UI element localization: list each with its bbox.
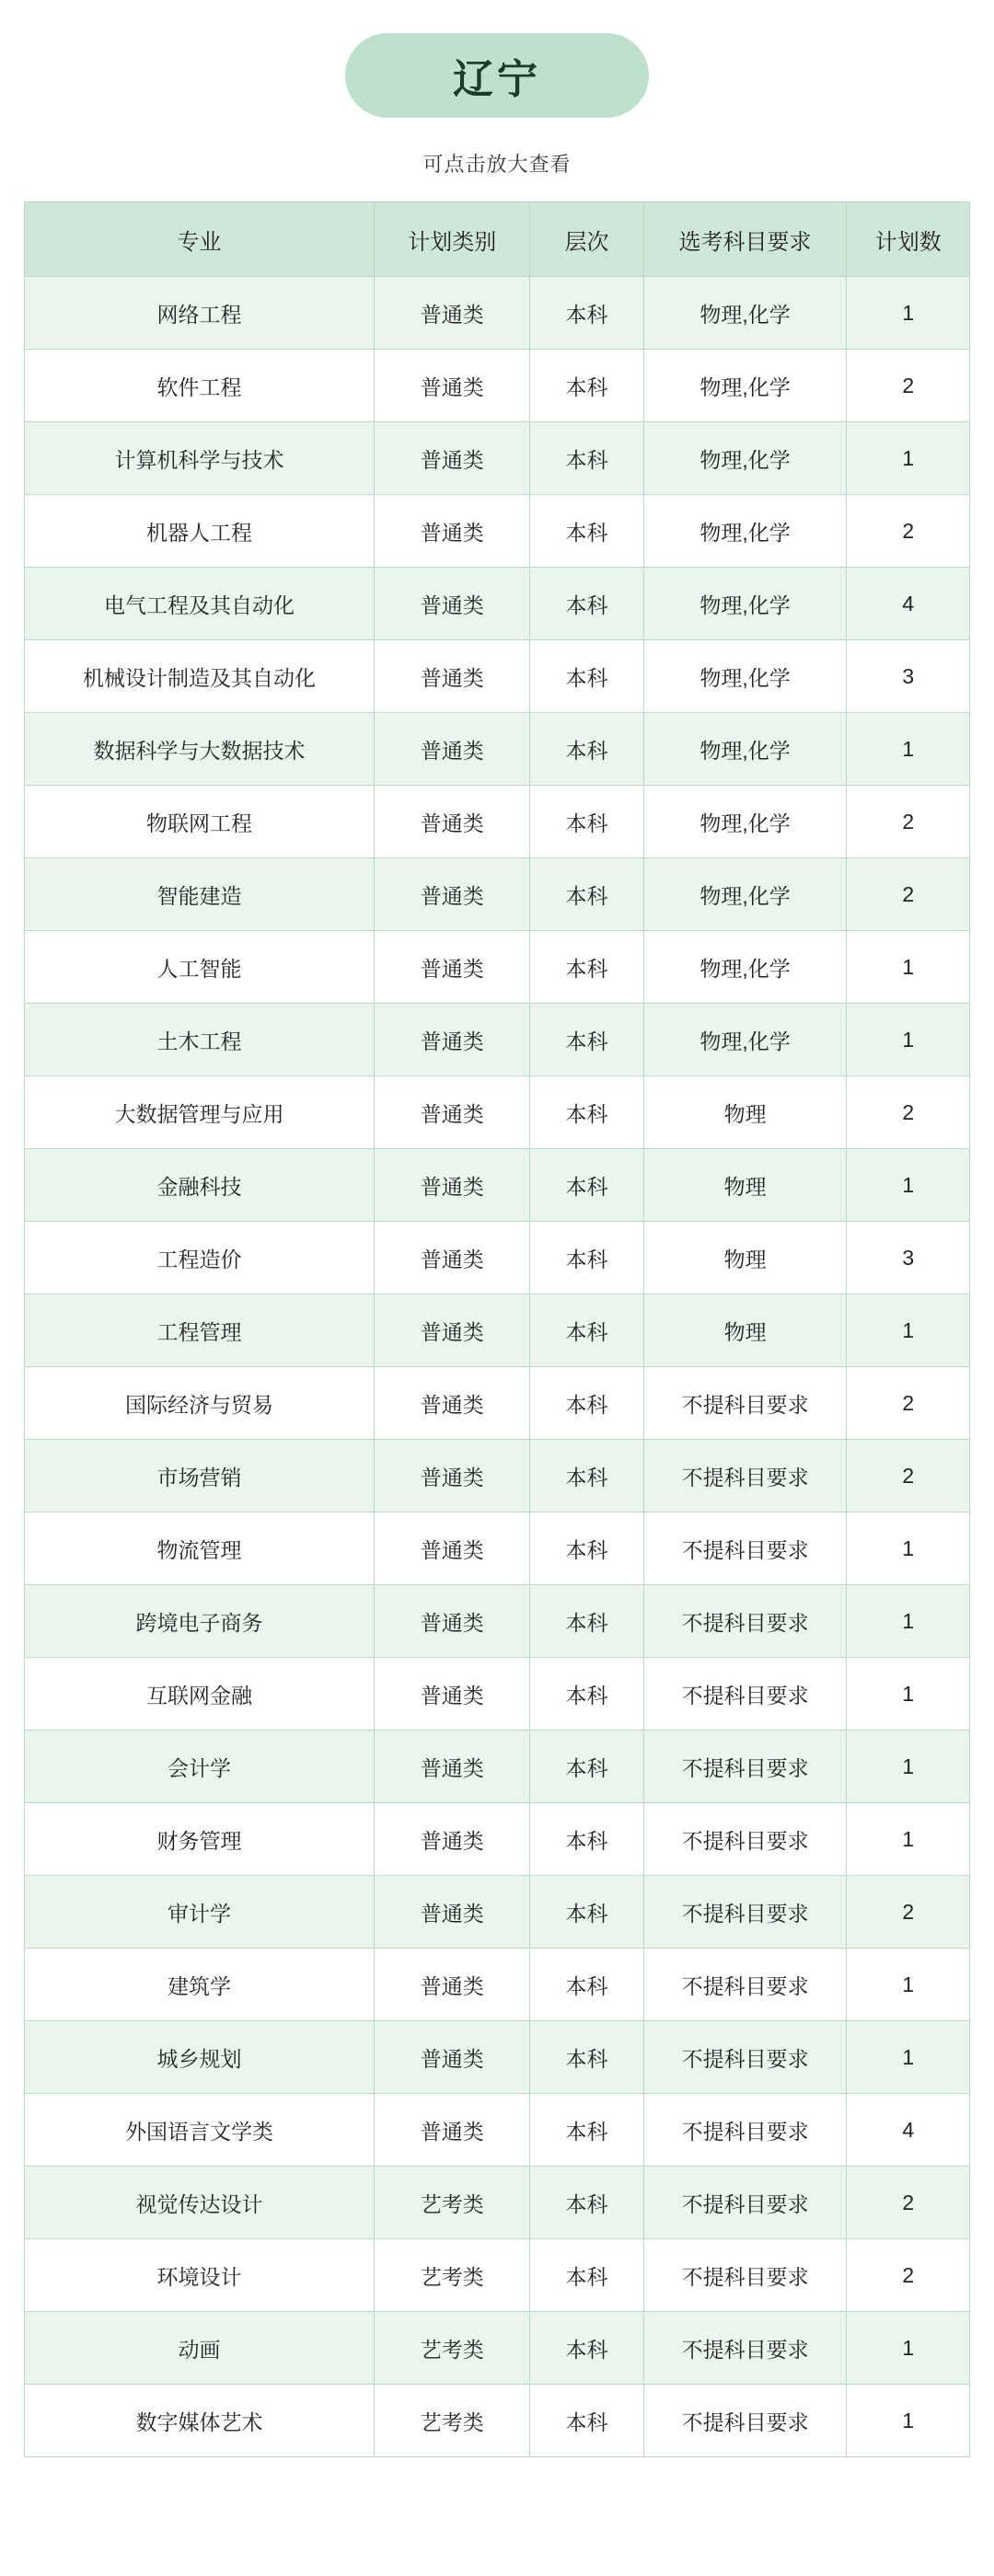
table-row	[25, 1585, 970, 1658]
cell-plan-count: 4	[847, 568, 970, 640]
cell-major: 计算机科学与技术	[25, 422, 375, 495]
cell-plan-type: 普通类	[374, 713, 529, 786]
cell-major: 土木工程	[25, 1004, 375, 1076]
cell-level: 本科	[530, 1076, 643, 1149]
cell-level: 本科	[530, 1876, 643, 1949]
cell-subject-requirement: 不提科目要求	[643, 1585, 847, 1658]
cell-plan-count: 3	[847, 1222, 970, 1294]
cell-major: 电气工程及其自动化	[25, 568, 375, 640]
cell-major: 互联网金融	[25, 1658, 375, 1731]
cell-major: 审计学	[25, 1876, 375, 1949]
column-header-major: 专业	[25, 202, 375, 277]
cell-major: 人工智能	[25, 931, 375, 1004]
cell-subject-requirement: 物理,化学	[643, 1004, 847, 1076]
cell-subject-requirement: 物理,化学	[643, 786, 847, 858]
cell-level: 本科	[530, 640, 643, 713]
cell-plan-type: 普通类	[374, 1076, 529, 1149]
cell-plan-type: 普通类	[374, 1440, 529, 1512]
cell-level: 本科	[530, 1731, 643, 1803]
cell-plan-count: 1	[847, 1294, 970, 1367]
cell-subject-requirement: 不提科目要求	[643, 1658, 847, 1731]
table-row	[25, 422, 970, 495]
enrollment-plan-table	[24, 201, 970, 2457]
page-title: 辽宁	[345, 33, 649, 118]
table-row	[25, 1004, 970, 1076]
table-row	[25, 1512, 970, 1585]
cell-major: 国际经济与贸易	[25, 1367, 375, 1440]
cell-major: 机器人工程	[25, 495, 375, 568]
cell-plan-type: 普通类	[374, 1512, 529, 1585]
cell-major: 数字媒体艺术	[25, 2385, 375, 2457]
cell-plan-count: 2	[847, 1876, 970, 1949]
cell-plan-count: 2	[847, 350, 970, 422]
cell-level: 本科	[530, 2239, 643, 2312]
cell-plan-type: 普通类	[374, 1658, 529, 1731]
cell-major: 工程管理	[25, 1294, 375, 1367]
cell-subject-requirement: 不提科目要求	[643, 1731, 847, 1803]
cell-level: 本科	[530, 2021, 643, 2094]
table-row	[25, 640, 970, 713]
cell-plan-count: 4	[847, 2094, 970, 2167]
cell-plan-count: 1	[847, 2312, 970, 2385]
cell-major: 数据科学与大数据技术	[25, 713, 375, 786]
cell-major: 动画	[25, 2312, 375, 2385]
cell-subject-requirement: 物理,化学	[643, 568, 847, 640]
cell-plan-count: 2	[847, 1367, 970, 1440]
cell-plan-type: 艺考类	[374, 2239, 529, 2312]
table-row	[25, 1731, 970, 1803]
cell-level: 本科	[530, 1585, 643, 1658]
title-section	[24, 0, 970, 118]
cell-subject-requirement: 不提科目要求	[643, 2239, 847, 2312]
cell-subject-requirement: 物理,化学	[643, 931, 847, 1004]
cell-major: 建筑学	[25, 1949, 375, 2021]
cell-major: 财务管理	[25, 1803, 375, 1876]
cell-level: 本科	[530, 422, 643, 495]
cell-subject-requirement: 物理	[643, 1294, 847, 1367]
cell-major: 金融科技	[25, 1149, 375, 1222]
cell-level: 本科	[530, 350, 643, 422]
cell-level: 本科	[530, 495, 643, 568]
table-body	[25, 277, 970, 2457]
cell-level: 本科	[530, 1658, 643, 1731]
cell-major: 物联网工程	[25, 786, 375, 858]
cell-plan-type: 普通类	[374, 786, 529, 858]
cell-subject-requirement: 不提科目要求	[643, 2312, 847, 2385]
cell-plan-count: 1	[847, 2385, 970, 2457]
cell-subject-requirement: 不提科目要求	[643, 2094, 847, 2167]
cell-plan-type: 普通类	[374, 1222, 529, 1294]
cell-plan-type: 普通类	[374, 1149, 529, 1222]
table-row	[25, 1222, 970, 1294]
cell-plan-count: 1	[847, 2021, 970, 2094]
cell-plan-count: 1	[847, 931, 970, 1004]
cell-subject-requirement: 物理	[643, 1222, 847, 1294]
cell-plan-count: 1	[847, 1949, 970, 2021]
table-row	[25, 2312, 970, 2385]
table-row	[25, 713, 970, 786]
cell-level: 本科	[530, 568, 643, 640]
cell-plan-type: 普通类	[374, 350, 529, 422]
column-header-plan-count: 计划数	[847, 202, 970, 277]
cell-plan-type: 艺考类	[374, 2312, 529, 2385]
table-row	[25, 2239, 970, 2312]
cell-level: 本科	[530, 1222, 643, 1294]
cell-subject-requirement: 不提科目要求	[643, 2021, 847, 2094]
cell-plan-type: 普通类	[374, 568, 529, 640]
cell-level: 本科	[530, 2312, 643, 2385]
column-header-plan-type: 计划类别	[374, 202, 529, 277]
cell-plan-type: 普通类	[374, 931, 529, 1004]
cell-plan-type: 普通类	[374, 1803, 529, 1876]
cell-level: 本科	[530, 1440, 643, 1512]
column-header-subject-requirement: 选考科目要求	[643, 202, 847, 277]
table-row	[25, 1658, 970, 1731]
cell-plan-type: 普通类	[374, 2094, 529, 2167]
cell-plan-count: 1	[847, 1512, 970, 1585]
cell-level: 本科	[530, 1367, 643, 1440]
cell-level: 本科	[530, 713, 643, 786]
cell-major: 物流管理	[25, 1512, 375, 1585]
cell-plan-count: 2	[847, 858, 970, 931]
cell-subject-requirement: 物理	[643, 1149, 847, 1222]
table-row	[25, 786, 970, 858]
cell-major: 跨境电子商务	[25, 1585, 375, 1658]
cell-plan-count: 1	[847, 1658, 970, 1731]
table-row	[25, 568, 970, 640]
cell-plan-count: 1	[847, 277, 970, 350]
cell-level: 本科	[530, 786, 643, 858]
cell-major: 智能建造	[25, 858, 375, 931]
cell-major: 会计学	[25, 1731, 375, 1803]
cell-plan-count: 1	[847, 1731, 970, 1803]
cell-subject-requirement: 不提科目要求	[643, 2167, 847, 2239]
cell-plan-type: 普通类	[374, 1949, 529, 2021]
cell-level: 本科	[530, 858, 643, 931]
cell-subject-requirement: 物理,化学	[643, 277, 847, 350]
cell-subject-requirement: 物理,化学	[643, 350, 847, 422]
table-row	[25, 2167, 970, 2239]
cell-subject-requirement: 不提科目要求	[643, 1512, 847, 1585]
cell-level: 本科	[530, 2385, 643, 2457]
cell-level: 本科	[530, 1803, 643, 1876]
table-row	[25, 1876, 970, 1949]
cell-plan-type: 普通类	[374, 422, 529, 495]
table-row	[25, 350, 970, 422]
cell-subject-requirement: 不提科目要求	[643, 2385, 847, 2457]
table-row	[25, 1803, 970, 1876]
cell-major: 工程造价	[25, 1222, 375, 1294]
column-header-level: 层次	[530, 202, 643, 277]
zoom-hint[interactable]: 可点击放大查看	[422, 153, 572, 176]
cell-level: 本科	[530, 2167, 643, 2239]
table-row	[25, 495, 970, 568]
cell-plan-type: 艺考类	[374, 2385, 529, 2457]
table-row	[25, 1949, 970, 2021]
cell-major: 外国语言文学类	[25, 2094, 375, 2167]
cell-subject-requirement: 不提科目要求	[643, 1876, 847, 1949]
cell-subject-requirement: 物理,化学	[643, 713, 847, 786]
cell-subject-requirement: 不提科目要求	[643, 1440, 847, 1512]
table-row	[25, 2094, 970, 2167]
cell-plan-count: 1	[847, 1585, 970, 1658]
table-row	[25, 2021, 970, 2094]
cell-plan-count: 1	[847, 1803, 970, 1876]
cell-plan-count: 2	[847, 786, 970, 858]
cell-plan-count: 1	[847, 1004, 970, 1076]
cell-plan-type: 普通类	[374, 2021, 529, 2094]
cell-level: 本科	[530, 1294, 643, 1367]
cell-level: 本科	[530, 1949, 643, 2021]
cell-major: 软件工程	[25, 350, 375, 422]
cell-level: 本科	[530, 931, 643, 1004]
cell-subject-requirement: 物理,化学	[643, 640, 847, 713]
table-row	[25, 1149, 970, 1222]
table-row	[25, 931, 970, 1004]
cell-major: 城乡规划	[25, 2021, 375, 2094]
cell-major: 机械设计制造及其自动化	[25, 640, 375, 713]
table-row	[25, 277, 970, 350]
cell-subject-requirement: 物理,化学	[643, 422, 847, 495]
cell-plan-type: 普通类	[374, 277, 529, 350]
cell-plan-count: 1	[847, 1149, 970, 1222]
cell-plan-type: 普通类	[374, 1876, 529, 1949]
table-row	[25, 1076, 970, 1149]
table-header	[25, 202, 970, 277]
table-row	[25, 1367, 970, 1440]
cell-subject-requirement: 物理,化学	[643, 495, 847, 568]
cell-plan-type: 普通类	[374, 1367, 529, 1440]
cell-plan-type: 普通类	[374, 1294, 529, 1367]
cell-plan-type: 普通类	[374, 1004, 529, 1076]
cell-plan-count: 2	[847, 2239, 970, 2312]
cell-level: 本科	[530, 1004, 643, 1076]
table-header-row	[25, 202, 970, 277]
cell-subject-requirement: 物理,化学	[643, 858, 847, 931]
cell-level: 本科	[530, 277, 643, 350]
cell-plan-count: 1	[847, 713, 970, 786]
cell-plan-type: 普通类	[374, 495, 529, 568]
cell-plan-count: 2	[847, 1440, 970, 1512]
cell-level: 本科	[530, 1149, 643, 1222]
cell-major: 大数据管理与应用	[25, 1076, 375, 1149]
cell-subject-requirement: 不提科目要求	[643, 1803, 847, 1876]
cell-plan-count: 1	[847, 422, 970, 495]
table-row	[25, 2385, 970, 2457]
cell-major: 环境设计	[25, 2239, 375, 2312]
table-row	[25, 858, 970, 931]
cell-major: 市场营销	[25, 1440, 375, 1512]
cell-plan-count: 2	[847, 2167, 970, 2239]
cell-plan-type: 艺考类	[374, 2167, 529, 2239]
cell-level: 本科	[530, 2094, 643, 2167]
cell-plan-type: 普通类	[374, 858, 529, 931]
cell-plan-type: 普通类	[374, 1585, 529, 1658]
cell-plan-type: 普通类	[374, 1731, 529, 1803]
table-row	[25, 1294, 970, 1367]
cell-subject-requirement: 不提科目要求	[643, 1367, 847, 1440]
table-row	[25, 1440, 970, 1512]
cell-plan-count: 2	[847, 495, 970, 568]
cell-plan-count: 2	[847, 1076, 970, 1149]
cell-plan-count: 3	[847, 640, 970, 713]
cell-subject-requirement: 物理	[643, 1076, 847, 1149]
cell-plan-type: 普通类	[374, 640, 529, 713]
cell-level: 本科	[530, 1512, 643, 1585]
cell-subject-requirement: 不提科目要求	[643, 1949, 847, 2021]
cell-major: 网络工程	[25, 277, 375, 350]
cell-major: 视觉传达设计	[25, 2167, 375, 2239]
